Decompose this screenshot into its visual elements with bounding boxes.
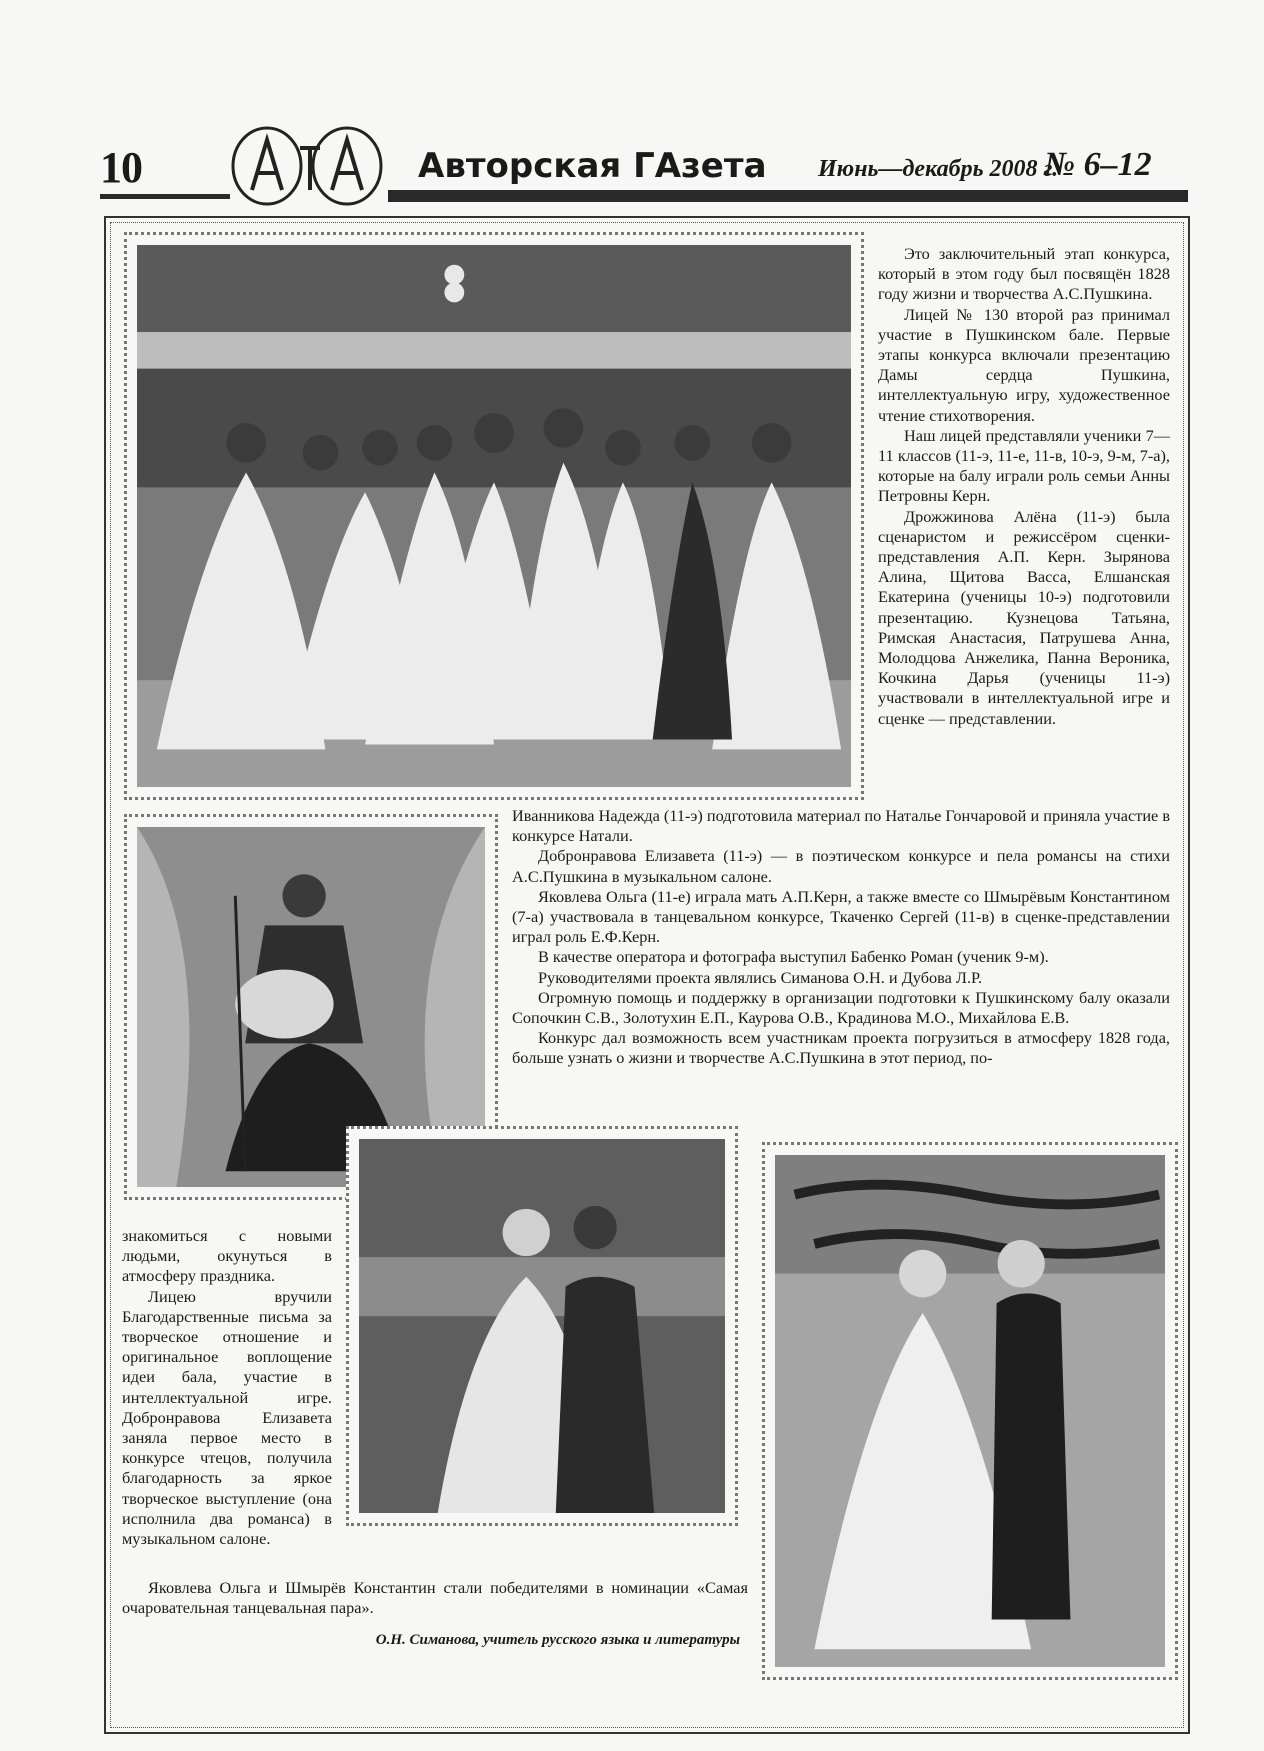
paragraph: Добронравова Елизавета (11-э) — в поэтическом конкурсе и пела романсы на стихи А.С.Пушкина в музыкальном салоне.	[512, 846, 1170, 886]
photo-frame-couple-right	[762, 1142, 1178, 1680]
paragraph: Руководителями проекта являлись Симанова О.Н. и Дубова Л.Р.	[538, 967, 983, 987]
paragraph: Яковлева Ольга (11-е) играла мать А.П.Керн, а также вместе со Шмырёвым Константином (7-а) участвовала в танцевальном конкурсе, Ткаченко Сергей (11-в) в сценке-представлении играл роль Е.Ф.Керн.	[512, 886, 1170, 947]
paragraph: Яковлева Ольга и Шмырёв Константин стали победителями в номинации «Самая очаровательная танцевальная пара».	[122, 1578, 748, 1618]
issue-number: № 6–12	[1044, 146, 1152, 183]
paragraph: Наш лицей представляли ученики 7—11 классов (11-э, 11-е, 11-в, 10-э, 9-м, 7-а), которые на балу играли роль семьи Анны Петровны Керн.	[878, 425, 1170, 506]
paragraph: Иванникова Надежда (11-э) подготовила материал по Наталье Гончаровой и приняла участие в конкурсе Натали.	[512, 806, 1171, 846]
article-right-column	[878, 244, 1170, 729]
paragraph: Это заключительный этап конкурса, который в этом году был посвящён 1828 году жизни и творчества А.С.Пушкина.	[878, 244, 1170, 304]
group-photo	[137, 245, 851, 787]
article-closing	[122, 1578, 748, 1618]
masthead-title: Авторская ГАзета	[418, 146, 767, 186]
aga-logo	[222, 118, 392, 206]
header-rule	[388, 190, 1188, 202]
paragraph: Лицей № 130 второй раз принимал участие в Пушкинском бале. Первые этапы конкурса включали презентацию Дамы сердца Пушкина, интеллектуальную игру, художественное чтение стихотворения.	[878, 304, 1170, 425]
article-wide-column	[512, 806, 1170, 1069]
article-left-bottom	[122, 1226, 332, 1549]
paragraph: Огромную помощь и поддержку в организации подготовки к Пушкинскому балу оказали Сопочкин С.В., Золотухин Е.П., Каурова О.В., Крадинова М.О., Михайлова Е.В.	[512, 987, 1170, 1028]
paragraph: Конкурс дал возможность всем участникам проекта погрузиться в атмосферу 1828 года, больше узнать о жизни и творчестве А.С.Пушкина в этот период, по-	[512, 1028, 1170, 1068]
paragraph: знакомиться с новыми людьми, окунуться в атмосферу праздника.	[122, 1226, 332, 1286]
dancing-couple-photo	[775, 1155, 1165, 1667]
photo-frame-top	[124, 232, 864, 800]
author-signature: О.Н. Симанова, учитель русского языка и литературы	[375, 1632, 740, 1648]
header-rule-left	[100, 194, 230, 199]
paragraph: Дрожжинова Алёна (11-э) была сценаристом и режиссёром сценки-представления А.П. Керн. Зырянова Алина, Щитова Васса, Елшанская Екатерина (ученицы 10-э) подготовили презентацию. Кузнецова Татьяна, Римская Анастасия, Патрушева Анна, Молодцова Анжелика, Панна Вероника, Кочкина Дарья (ученицы 11-э) участвовали в интеллектуальной игре и сценке — представлении.	[878, 506, 1170, 728]
dateline: Июнь—декабрь 2008 г.	[818, 156, 1059, 182]
photo-frame-couple-left	[346, 1126, 738, 1526]
paragraph: В качестве оператора и фотографа выступил Бабенко Роман (ученик 9-м).	[538, 947, 1049, 967]
paragraph: Лицею вручили Благодарственные письма за творческое отношение и оригинальное воплощение идеи бала, участие в интеллектуальной игре. Добронравова Елизавета заняла первое место в конкурсе чтецов, получила благодарность за яркое творческое выступление (она исполнила два романса) в музыкальном салоне.	[122, 1286, 332, 1549]
page-number: 10	[100, 143, 142, 192]
couple-photo	[359, 1139, 725, 1513]
